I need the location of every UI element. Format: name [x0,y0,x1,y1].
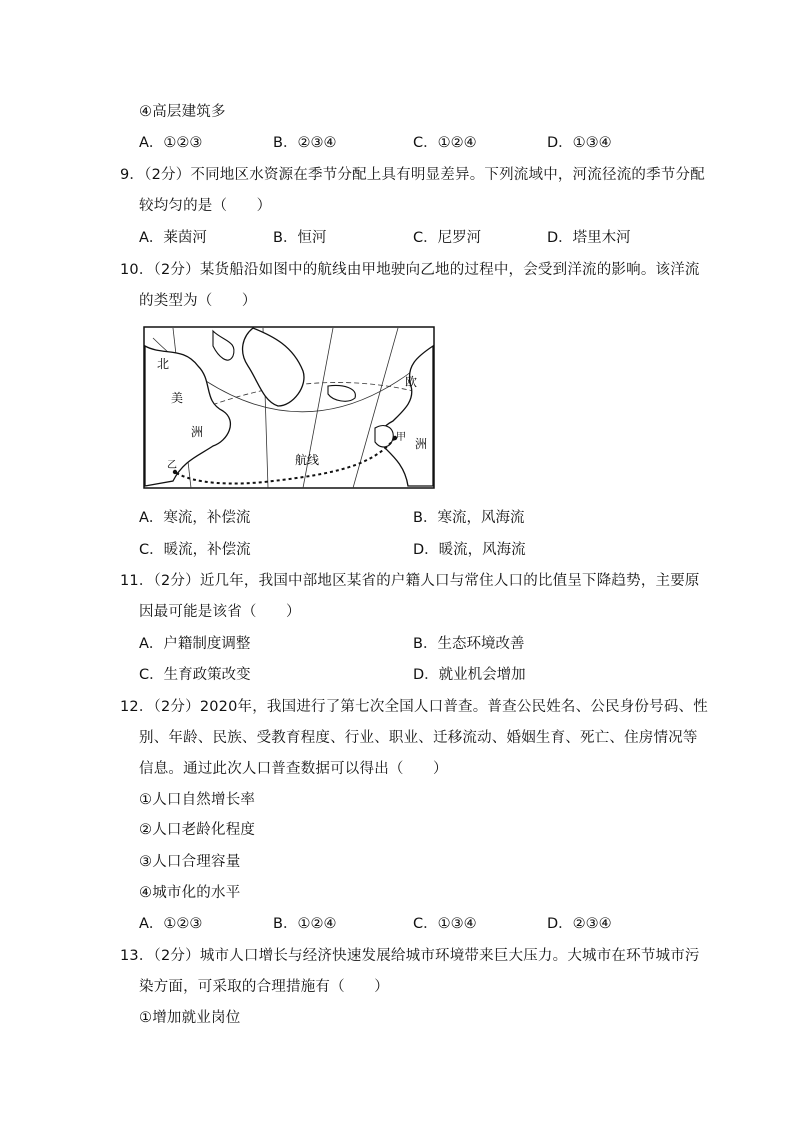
q12-item-4: ④城市化的水平 [139,885,241,901]
q11-option-b[interactable]: B．生态环境改善 [413,636,525,652]
q9-stem-line1: 9．（2分）不同地区水资源在季节分配上具有明显差异。下列流域中，河流径流的季节分配 [120,167,705,183]
map-label-mei: 美 [171,391,184,405]
map-label-zhou-left: 洲 [191,425,204,439]
map-label-zhou-right: 洲 [415,437,428,451]
q13-stem-line1: 13．（2分）城市人口增长与经济快速发展给城市环境带来巨大压力。大城市在环节城市污 [120,948,700,964]
q10-stem-line1: 10．（2分）某货船沿如图中的航线由甲地驶向乙地的过程中，会受到洋流的影响。该洋流 [120,262,700,278]
q9-stem-line2: 较均匀的是（ ） [139,198,272,214]
q8-item-4: ④高层建筑多 [139,104,226,120]
q8-option-a[interactable]: A．①②③ [139,135,203,151]
q12-stem-line2: 别、年龄、民族、受教育程度、行业、职业、迁移流动、婚姻生育、死亡、住房情况等 [139,730,698,746]
q12-item-3: ③人口合理容量 [139,854,241,870]
q9-option-c[interactable]: C．尼罗河 [413,230,482,246]
q11-option-c[interactable]: C．生育政策改变 [139,667,251,683]
q13-stem-line2: 染方面，可采取的合理措施有（ ） [139,979,389,995]
q9-option-a[interactable]: A．莱茵河 [139,230,207,246]
q8-option-d[interactable]: D．①③④ [547,135,612,151]
q9-option-d[interactable]: D．塔里木河 [547,230,631,246]
q10-option-c[interactable]: C．暖流，补偿流 [139,542,251,558]
map-label-bei: 北 [157,357,170,371]
q8-option-c[interactable]: C．①②④ [413,135,477,151]
q10-option-a[interactable]: A．寒流，补偿流 [139,510,251,526]
map-label-jia: 甲 [396,432,406,443]
q11-stem-line2: 因最可能是该省（ ） [139,604,301,620]
q11-option-a[interactable]: A．户籍制度调整 [139,636,251,652]
map-label-ou: 欧 [405,375,418,389]
q10-stem-line2: 的类型为（ ） [139,293,257,309]
q12-option-d[interactable]: D．②③④ [547,916,612,932]
ocean-route-map [143,326,435,489]
q12-item-1: ①人口自然增长率 [139,792,256,808]
q12-option-c[interactable]: C．①③④ [413,916,477,932]
q12-option-a[interactable]: A．①②③ [139,916,203,932]
q12-stem-line3: 信息。通过此次人口普查数据可以得出（ ） [139,761,448,777]
q9-option-b[interactable]: B．恒河 [273,230,327,246]
map-figure [143,326,435,489]
q11-option-d[interactable]: D．就业机会增加 [413,667,526,683]
q12-stem-line1: 12．（2分）2020年，我国进行了第七次全国人口普查。普查公民姓名、公民身份号码、性 [120,699,708,715]
map-label-route: 航线 [295,453,320,467]
q11-stem-line1: 11．（2分）近几年，我国中部地区某省的户籍人口与常住人口的比值呈下降趋势，主要原 [120,573,700,589]
q12-item-2: ②人口老龄化程度 [139,822,256,838]
q12-option-b[interactable]: B．①②④ [273,916,337,932]
map-label-yi: 乙 [167,460,177,471]
q10-option-d[interactable]: D．暖流，风海流 [413,542,526,558]
q10-option-b[interactable]: B．寒流，风海流 [413,510,525,526]
q13-item-1: ①增加就业岗位 [139,1010,241,1026]
q8-option-b[interactable]: B．②③④ [273,135,337,151]
